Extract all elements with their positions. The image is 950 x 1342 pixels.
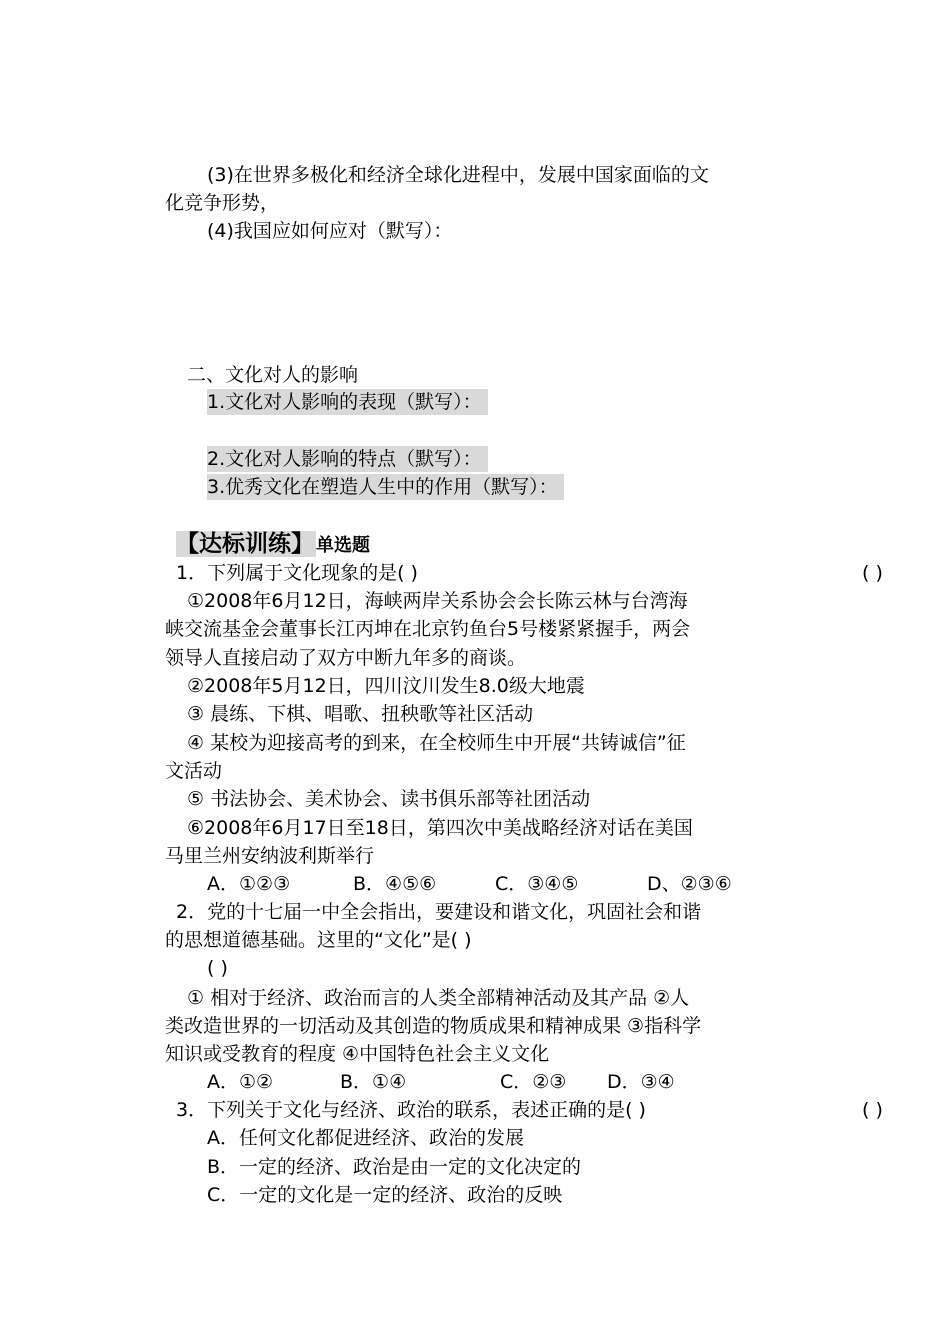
q2-option-d: D．③④ [607,1071,675,1093]
q1-item: ④ 某校为迎接高考的到来，在全校师生中开展“共铸诚信”征 [187,732,686,754]
q1-stem: 1．下列属于文化现象的是( ) [176,562,418,584]
q1-item: ⑤ 书法协会、美术协会、读书俱乐部等社团活动 [187,788,591,810]
q1-item: ①2008年6月12日，海峡两岸关系协会会长陈云林与台湾海 [187,590,688,612]
q2-item: 知识或受教育的程度 ④中国特色社会主义文化 [165,1043,550,1065]
q1-item: ⑥2008年6月17日至18日，第四次中美战略经济对话在美国 [187,817,693,839]
q1-item: 文活动 [165,760,223,782]
q2-item: 类改造世界的一切活动及其创造的物质成果和精神成果 ③指科学 [165,1015,702,1037]
question-3-line2: 化竞争形势， [165,192,280,214]
training-title: 【达标训练】 [176,531,314,557]
q3-answer-bracket: ( ) [862,1099,883,1121]
q2-stem-line2: 的思想道德基础。这里的“文化”是( ) [165,929,472,951]
q3-option-b: B．一定的经济、政治是由一定的文化决定的 [207,1156,582,1178]
section-item-3: 3.优秀文化在塑造人生中的作用（默写）： [207,474,564,500]
q1-option-a: A．①②③ [207,873,291,895]
q1-option-d: D、②③⑥ [647,873,732,895]
q2-option-b: B．①④ [340,1071,407,1093]
q3-stem: 3．下列关于文化与经济、政治的联系，表述正确的是( ) [176,1099,646,1121]
question-3-line1: (3)在世界多极化和经济全球化进程中，发展中国家面临的文 [207,164,709,186]
section-item-2: 2.文化对人影响的特点（默写）： [207,446,488,472]
q1-item: ③ 晨练、下棋、唱歌、扭秧歌等社区活动 [187,703,534,725]
q1-item: 峡交流基金会董事长江丙坤在北京钓鱼台5号楼紧紧握手，两会 [165,618,691,640]
q2-answer-bracket: ( ) [207,957,228,979]
training-heading [176,528,370,560]
q1-answer-bracket: ( ) [862,562,883,584]
q2-option-c: C．②③ [500,1071,567,1093]
question-4: (4)我国应如何应对（默写）： [207,220,453,242]
q3-option-c: C．一定的文化是一定的经济、政治的反映 [207,1184,563,1206]
q2-option-a: A．①② [207,1071,274,1093]
q1-item: 马里兰州安纳波利斯举行 [165,845,375,867]
q1-item: 领导人直接启动了双方中断九年多的商谈。 [165,647,527,669]
q3-option-a: A．任何文化都促进经济、政治的发展 [207,1127,524,1149]
training-subtitle: 单选题 [316,535,370,556]
section-heading: 二、文化对人的影响 [187,364,359,386]
q2-item: ① 相对于经济、政治而言的人类全部精神活动及其产品 ②人 [187,987,690,1009]
section-item-1: 1.文化对人影响的表现（默写）： [207,389,488,415]
q2-stem-line1: 2．党的十七届一中全会指出，要建设和谐文化，巩固社会和谐 [176,901,702,923]
q1-option-b: B．④⑤⑥ [353,873,437,895]
q1-option-c: C．③④⑤ [495,873,579,895]
q1-item: ②2008年5月12日，四川汶川发生8.0级大地震 [187,675,585,697]
